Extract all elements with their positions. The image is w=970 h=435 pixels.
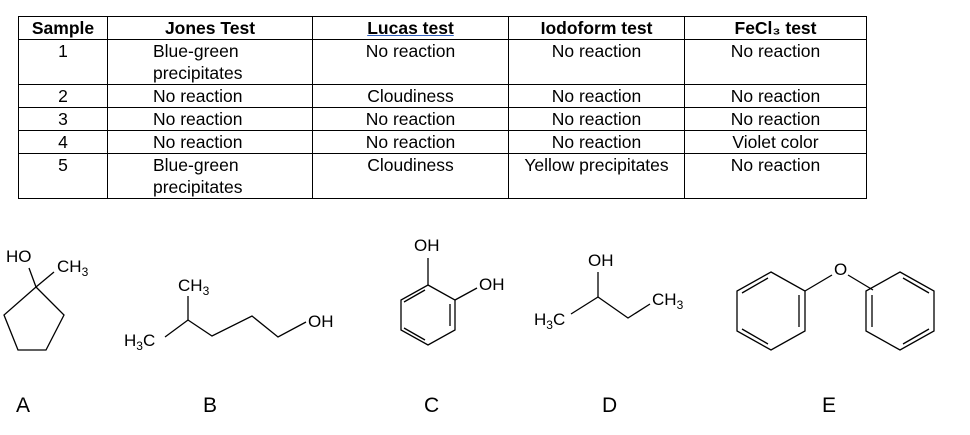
- lucas-result: Cloudiness: [313, 85, 509, 108]
- label-c-oh-top: OH: [414, 236, 440, 255]
- sample-number: 4: [19, 131, 108, 154]
- structure-e: [737, 272, 934, 350]
- label-b-h3c: $H_3C$: [124, 331, 156, 353]
- iodoform-result: Yellow precipitates: [509, 154, 685, 199]
- sample-number: 5: [19, 154, 108, 199]
- jones-result: No reaction: [108, 131, 313, 154]
- fecl3-result: No reaction: [685, 108, 867, 131]
- label-d-ch3: $CH_3$: [652, 290, 684, 312]
- sample-number: 3: [19, 108, 108, 131]
- letter-c: C: [424, 394, 440, 417]
- fecl3-result: No reaction: [685, 85, 867, 108]
- lucas-header-text: Lucas test: [367, 18, 454, 38]
- jones-result: No reaction: [108, 85, 313, 108]
- fecl3-result: Violet color: [685, 131, 867, 154]
- iodoform-result: No reaction: [509, 85, 685, 108]
- jones-result: No reaction: [108, 108, 313, 131]
- structure-b: [165, 296, 306, 337]
- header-jones: Jones Test: [108, 17, 313, 40]
- lucas-result: No reaction: [313, 108, 509, 131]
- sample-number: 1: [19, 40, 108, 85]
- label-e-o: O: [834, 260, 848, 279]
- header-sample: Sample: [19, 17, 108, 40]
- lucas-result: Cloudiness: [313, 154, 509, 199]
- jones-result: Blue-green precipitates: [108, 154, 313, 199]
- label-c-oh-right: OH: [479, 275, 505, 294]
- letter-b: B: [203, 394, 218, 417]
- label-d-h3c: $H_3C$: [534, 310, 566, 332]
- letter-d: D: [602, 394, 618, 417]
- jones-result: Blue-green precipitates: [108, 40, 313, 85]
- fecl3-result: No reaction: [685, 154, 867, 199]
- label-a-ho: HO: [6, 247, 32, 266]
- label-d-oh: OH: [588, 251, 614, 270]
- label-a-ch3: $CH_3$: [57, 257, 89, 279]
- sample-number: 2: [19, 85, 108, 108]
- label-b-ch3: $CH_3$: [178, 276, 210, 298]
- label-b-oh: OH: [308, 312, 334, 331]
- structure-d: [571, 272, 650, 318]
- header-fecl3: FeCl₃ test: [685, 17, 867, 40]
- structure-a: [4, 268, 64, 350]
- lucas-result: No reaction: [313, 131, 509, 154]
- header-iodoform: Iodoform test: [509, 17, 685, 40]
- lucas-result: No reaction: [313, 40, 509, 85]
- fecl3-result: No reaction: [685, 40, 867, 85]
- letter-e: E: [822, 394, 837, 417]
- letter-a: A: [16, 394, 31, 417]
- iodoform-result: No reaction: [509, 40, 685, 85]
- structure-c: [401, 258, 477, 345]
- iodoform-result: No reaction: [509, 108, 685, 131]
- iodoform-result: No reaction: [509, 131, 685, 154]
